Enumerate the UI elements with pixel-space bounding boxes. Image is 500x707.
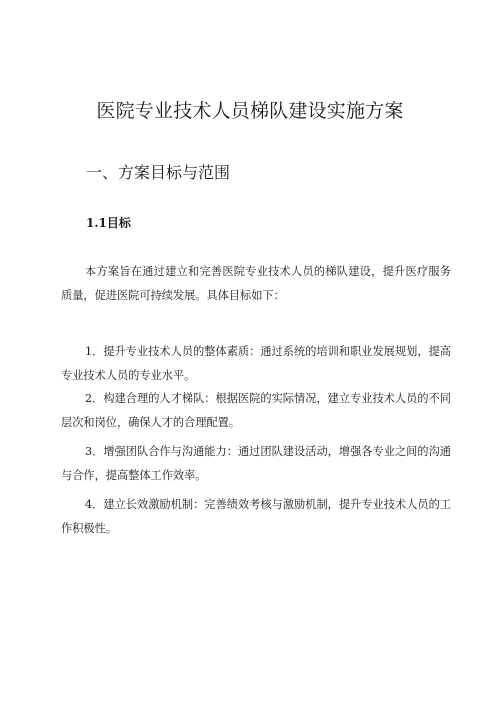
goal-item-1: 1．提升专业技术人员的整体素质：通过系统的培训和职业发展规划，提高专业技术人员的专业水平。 — [61, 345, 451, 382]
section-heading: 一、方案目标与范围 — [86, 163, 231, 182]
document-title: 医院专业技术人员梯队建设实施方案 — [96, 100, 404, 122]
goal-item-3: 3．增强团队合作与沟通能力：通过团队建设活动，增强各专业之间的沟通与合作，提高整体工作效率。 — [61, 445, 451, 482]
intro-paragraph: 本方案旨在通过建立和完善医院专业技术人员的梯队建设，提升医疗服务质量，促进医院可持续发展。具体目标如下： — [61, 265, 451, 302]
goal-item-2: 2．构建合理的人才梯队：根据医院的实际情况，建立专业技术人员的不同层次和岗位，确保人才的合理配置。 — [61, 392, 451, 429]
subsection-heading: 1.1目标 — [86, 216, 131, 230]
goal-item-4: 4．建立长效激励机制：完善绩效考核与激励机制，提升专业技术人员的工作积极性。 — [61, 498, 451, 535]
